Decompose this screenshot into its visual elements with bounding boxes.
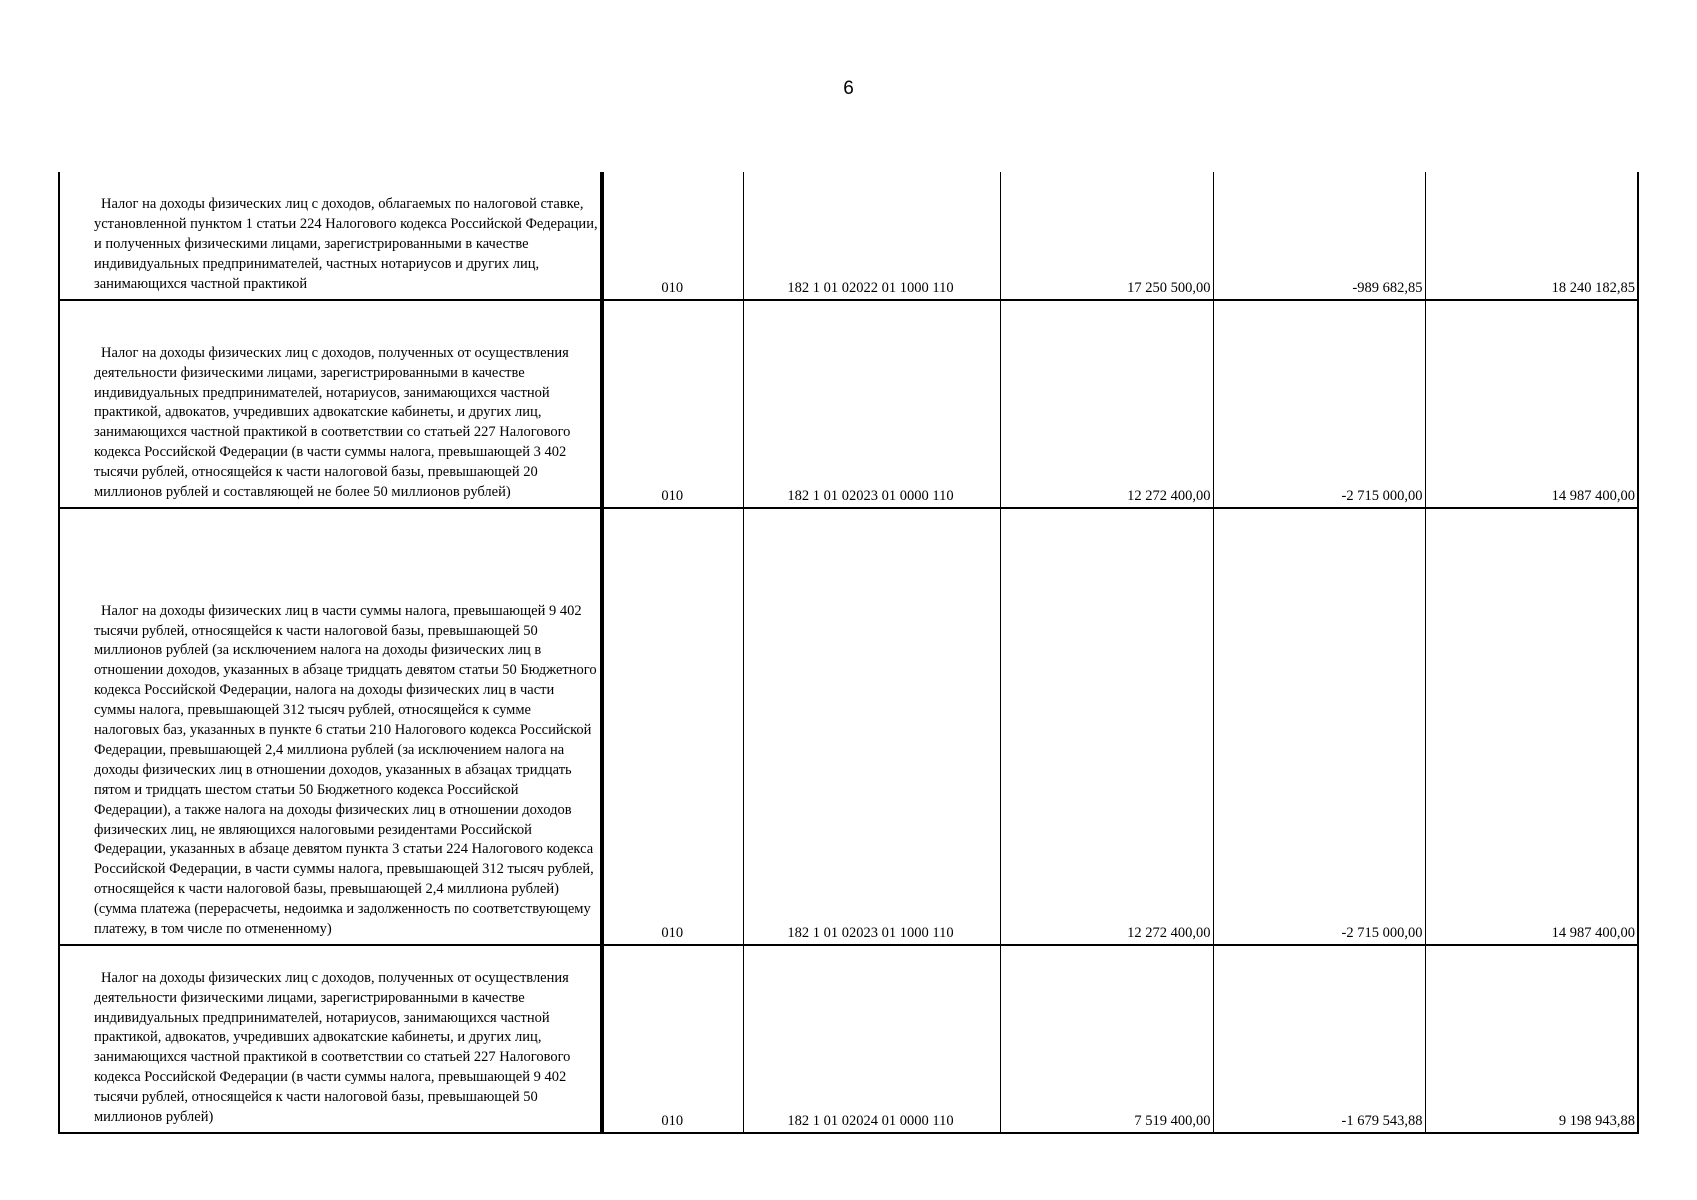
row-unexecuted-amount: 14 987 400,00 <box>1425 300 1638 508</box>
row-executed-amount: -989 682,85 <box>1213 172 1425 300</box>
table-row <box>59 172 1638 300</box>
row-line-code: 010 <box>602 300 743 508</box>
row-approved-amount: 12 272 400,00 <box>1000 300 1213 508</box>
row-executed-amount: -2 715 000,00 <box>1213 300 1425 508</box>
row-line-code: 010 <box>602 172 743 300</box>
table-row <box>59 508 1638 945</box>
row-approved-amount: 17 250 500,00 <box>1000 172 1213 300</box>
row-executed-amount: -1 679 543,88 <box>1213 945 1425 1133</box>
row-unexecuted-amount: 14 987 400,00 <box>1425 508 1638 945</box>
row-description: Налог на доходы физических лиц в части суммы налога, превышающей 9 402 тысячи рублей, относящейся к части налоговой базы, превышающей 50 миллионов рублей (за исключением налога на доходы физических лиц в отношении доходов, указанных в абзаце тридцать девятом статьи 50 Бюджетного кодекса Российской Федерации, налога на доходы физических лиц в части суммы налога, превышающей 312 тысяч рублей, относящейся к сумме налоговых баз, указанных в пункте 6 статьи 210 Налогового кодекса Российской Федерации, превышающей 2,4 миллиона рублей (за исключением налога на доходы физических лиц в отношении доходов, указанных в абзацах тридцать пятом и тридцать шестом статьи 50 Бюджетного кодекса Российской Федерации), а также налога на доходы физических лиц в отношении доходов физических лиц, не являющихся налоговыми резидентами Российской Федерации, указанных в абзаце девятом пункта 3 статьи 224 Налогового кодекса Российской Федерации, в части суммы налога, превышающей 312 тысяч рублей, относящейся к части налоговой базы, превышающей 2,4 миллиона рублей) (сумма платежа (перерасчеты, недоимка и задолженность по соответствующему платежу, в том числе по отмененному) <box>59 508 602 945</box>
row-budget-code: 182 1 01 02024 01 0000 110 <box>743 945 1000 1133</box>
row-description: Налог на доходы физических лиц с доходов, полученных от осуществления деятельности физическими лицами, зарегистрированными в качестве индивидуальных предпринимателей, нотариусов, занимающихся частной практикой, адвокатов, учредивших адвокатские кабинеты, и других лиц, занимающихся частной практикой в соответствии со статьей 227 Налогового кодекса Российской Федерации (в части суммы налога, превышающей 3 402 тысячи рублей, относящейся к части налоговой базы, превышающей 20 миллионов рублей и составляющей не более 50 миллионов рублей) <box>59 300 602 508</box>
row-budget-code: 182 1 01 02022 01 1000 110 <box>743 172 1000 300</box>
row-approved-amount: 12 272 400,00 <box>1000 508 1213 945</box>
row-executed-amount: -2 715 000,00 <box>1213 508 1425 945</box>
table-row <box>59 300 1638 508</box>
row-unexecuted-amount: 9 198 943,88 <box>1425 945 1638 1133</box>
row-budget-code: 182 1 01 02023 01 1000 110 <box>743 508 1000 945</box>
page-number: 6 <box>843 78 854 99</box>
row-line-code: 010 <box>602 945 743 1133</box>
row-approved-amount: 7 519 400,00 <box>1000 945 1213 1133</box>
row-line-code: 010 <box>602 508 743 945</box>
row-unexecuted-amount: 18 240 182,85 <box>1425 172 1638 300</box>
row-description: Налог на доходы физических лиц с доходов, полученных от осуществления деятельности физическими лицами, зарегистрированными в качестве индивидуальных предпринимателей, нотариусов, занимающихся частной практикой, адвокатов, учредивших адвокатские кабинеты, и других лиц, занимающихся частной практикой в соответствии со статьей 227 Налогового кодекса Российской Федерации (в части суммы налога, превышающей 9 402 тысячи рублей, относящейся к части налоговой базы, превышающей 50 миллионов рублей) <box>59 945 602 1133</box>
row-description: Налог на доходы физических лиц с доходов, облагаемых по налоговой ставке, установленной пунктом 1 статьи 224 Налогового кодекса Российской Федерации, и полученных физическими лицами, зарегистрированными в качестве индивидуальных предпринимателей, частных нотариусов и других лиц, занимающихся частной практикой <box>59 172 602 300</box>
row-budget-code: 182 1 01 02023 01 0000 110 <box>743 300 1000 508</box>
table-row <box>59 945 1638 1133</box>
revenue-table <box>58 172 1639 1134</box>
